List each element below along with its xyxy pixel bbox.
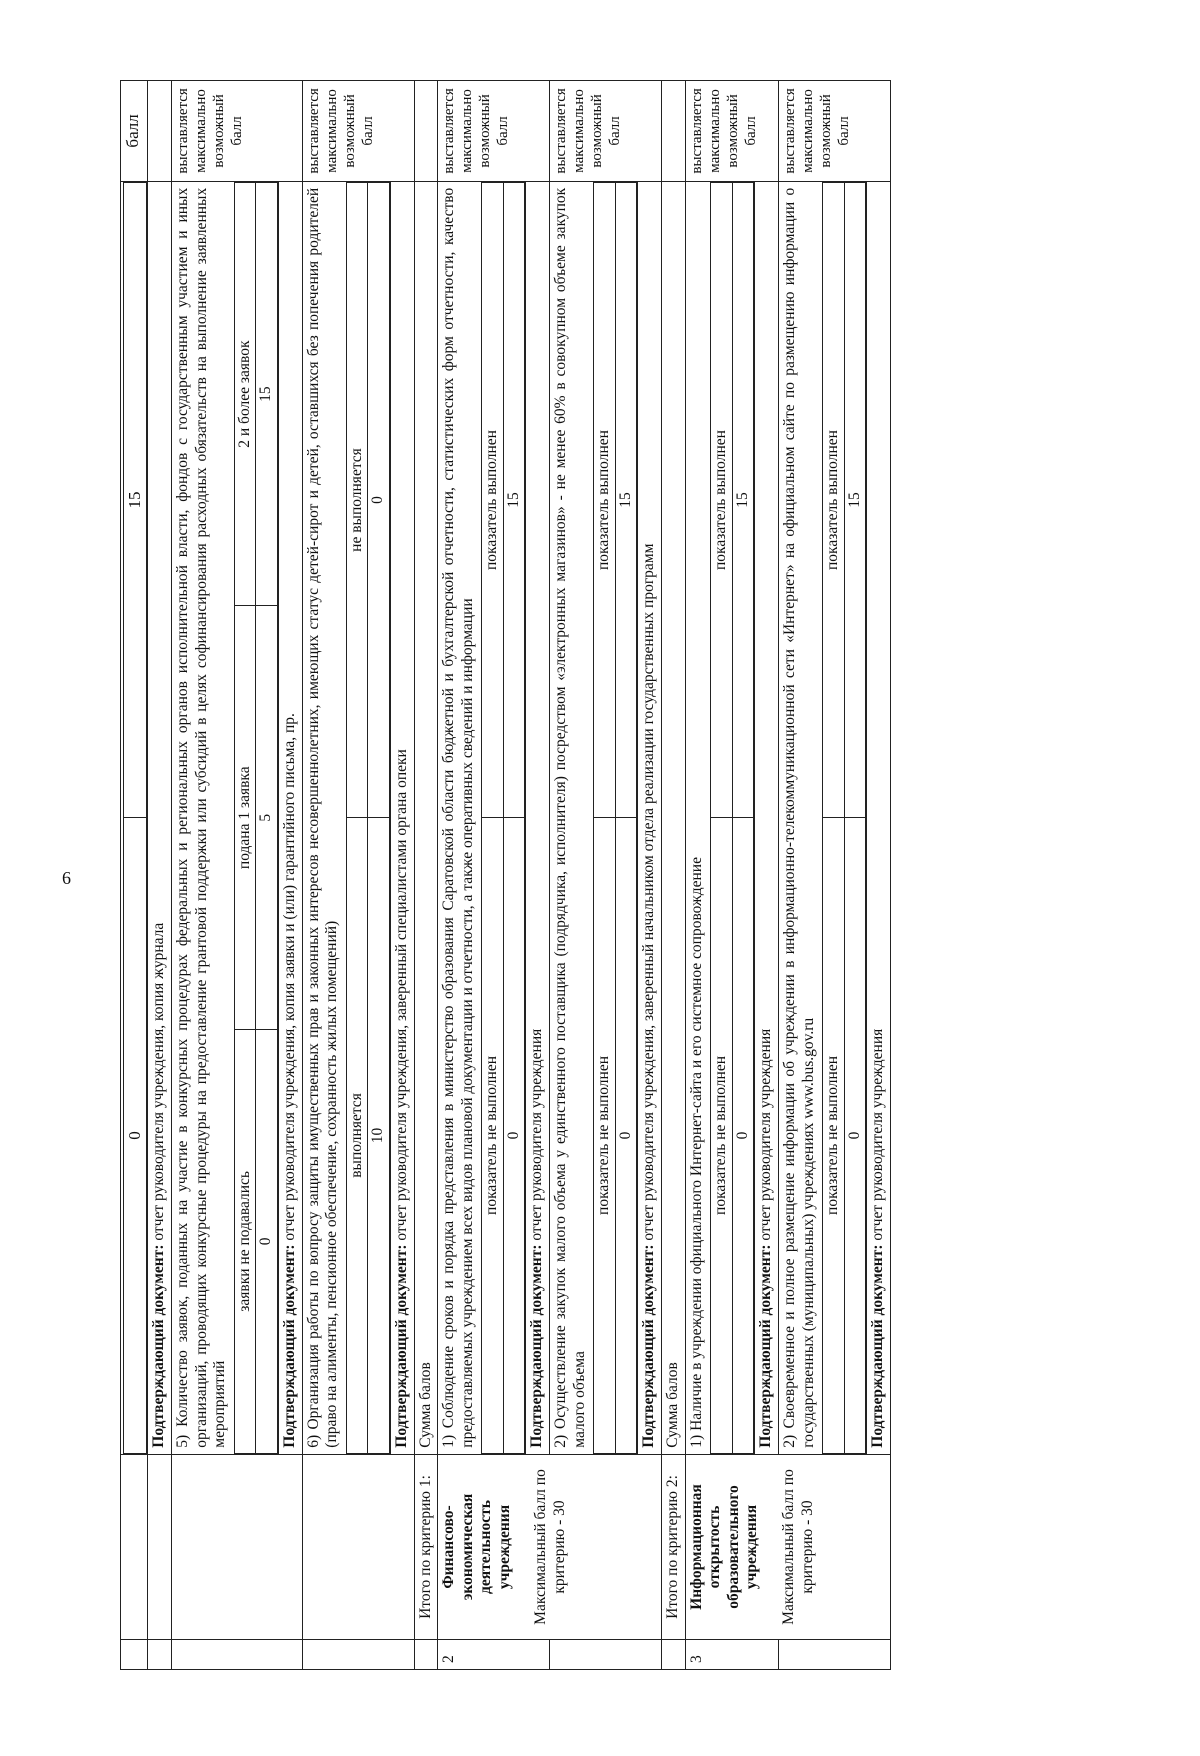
- cell: заявки не подавались: [234, 1030, 256, 1454]
- max-score-text: выставляется максимально возможный балл: [779, 81, 891, 182]
- cell: показатель не выполнен: [823, 818, 845, 1453]
- header-fifteen: 15: [124, 182, 147, 817]
- table-row: [662, 81, 686, 1670]
- total-criterion-1: Итого по критерию 1:: [414, 1454, 438, 1640]
- doc-text: отчет руководителя учреждения: [869, 1028, 887, 1241]
- table-row: [414, 81, 438, 1670]
- confirm-label: Подтверждающий документ:: [869, 1244, 887, 1448]
- table-row: [121, 81, 148, 1670]
- cell: 0: [256, 1030, 278, 1454]
- criterion-number: 3: [685, 1640, 778, 1670]
- cell: показатель выполнен: [823, 182, 845, 817]
- indicator-5-text: 5) Количество заявок, поданных на участие в конкурсных процедурах федеральных и региональных органов исполнительной власти, фондов с государственным участием и иных организаций, проводящих конкурсные процедуры на предоставление грантовой поддержки или субсидий в целях софинансирования расходных обязательств на выполнение заявленных мероприятий: [173, 187, 229, 1448]
- header-zero: 0: [124, 818, 147, 1453]
- table-row: [550, 81, 662, 1670]
- table-row: [171, 81, 302, 1670]
- max-score-text: выставляется максимально возможный балл: [171, 81, 302, 182]
- criteria-table: [120, 80, 891, 1670]
- max-score-text: выставляется максимально возможный балл: [302, 81, 414, 182]
- cell: 2 и более заявок: [234, 182, 256, 606]
- total-criterion-2: Итого по критерию 2:: [662, 1454, 686, 1640]
- cell: 15: [256, 182, 278, 606]
- cell: показатель выполнен: [711, 182, 733, 817]
- indicator-text: 1) Наличие в учреждении официального Интернет-сайта и его системное сопровождение: [687, 857, 705, 1448]
- sum-label: Сумма балов: [662, 181, 686, 1454]
- max-score-text: выставляется максимально возможный балл: [438, 81, 550, 182]
- table-row: [302, 81, 414, 1670]
- cell: 0: [368, 182, 390, 817]
- criterion-name: Финансово-экономическая деятельность учреждения: [440, 1493, 513, 1601]
- cell: 0: [732, 818, 754, 1453]
- table-row: [779, 81, 891, 1670]
- indicator-text: 2) Осуществление закупок малого объема у единственного поставщика (подрядчика, исполнителя) посредством «электронных магазинов» - не менее 60% в совокупном объеме закупок малого объема: [552, 187, 588, 1448]
- cell: не выполняется: [346, 182, 368, 817]
- criterion-max: Максимальный балл по критерию - 30: [532, 1469, 569, 1625]
- indicator-text: 2) Своевременное и полное размещение информации об учреждении в информационно-телекоммуникационной сети «Интернет» на официальном сайте по размещению информации о государственных (муниципальных) учреждениях www.bus.gov.ru: [781, 187, 817, 1448]
- table-row: [438, 81, 550, 1670]
- criterion-name: Информационная открытость образовательного учреждения: [687, 1484, 761, 1610]
- cell: показатель не выполнен: [594, 818, 616, 1453]
- confirm-label: Подтверждающий документ:: [757, 1244, 775, 1448]
- table-row: [685, 81, 778, 1670]
- table-row: [148, 81, 172, 1670]
- score-label: балл: [121, 81, 148, 182]
- confirm-label: Подтверждающий документ:: [392, 1244, 410, 1448]
- doc-text: отчет руководителя учреждения, заверенный специалистами органа опеки: [392, 749, 410, 1241]
- cell: 15: [844, 182, 866, 817]
- cell: показатель не выполнен: [711, 818, 733, 1453]
- cell: показатель не выполнен: [482, 818, 504, 1453]
- max-score-text: выставляется максимально возможный балл: [550, 81, 662, 182]
- doc-text: отчет руководителя учреждения: [757, 1028, 775, 1241]
- doc-text: отчет руководителя учреждения, копия журнала: [150, 922, 168, 1241]
- cell: 15: [615, 182, 637, 817]
- cell: 5: [256, 606, 278, 1030]
- confirm-label: Подтверждающий документ:: [528, 1244, 546, 1448]
- cell: 15: [732, 182, 754, 817]
- sum-label: Сумма балов: [414, 181, 438, 1454]
- cell: 15: [503, 182, 525, 817]
- criterion-number: 2: [438, 1640, 550, 1670]
- cell: 0: [503, 818, 525, 1453]
- cell: показатель выполнен: [482, 182, 504, 817]
- cell: выполняется: [346, 818, 368, 1453]
- cell: 10: [368, 818, 390, 1453]
- indicator-6-text: 6) Организация работы по вопросу защиты имущественных прав и законных интересов несовершеннолетних, имеющих статус детей-сирот и детей, оставшихся без попечения родителей (право на алименты, пенсионное обеспечение, сохранность жилых помещений): [304, 187, 341, 1448]
- cell: 0: [615, 818, 637, 1453]
- cell: показатель выполнен: [594, 182, 616, 817]
- confirm-label: Подтверждающий документ:: [280, 1244, 298, 1448]
- doc-text: отчет руководителя учреждения, копия заявки и (или) гарантийного письма, пр.: [280, 713, 298, 1241]
- doc-text: отчет руководителя учреждения, заверенный начальником отдела реализации государственных программ: [640, 543, 658, 1241]
- max-score-text: выставляется максимально возможный балл: [685, 81, 778, 182]
- rotated-table-wrapper: [120, 80, 1200, 1670]
- cell: подана 1 заявка: [234, 606, 256, 1030]
- confirm-label: Подтверждающий документ:: [150, 1244, 168, 1448]
- indicator-text: 1) Соблюдение сроков и порядка представления в министерство образования Саратовской области бюджетной и бухгалтерской отчетности, статистических форм отчетности, качество предоставляемых учреждением всех видов плановой документации и отчетности, а также оперативных сведений и информации: [440, 187, 476, 1448]
- page-number: 6: [62, 868, 71, 888]
- criterion-max: Максимальный балл по критерию - 30: [780, 1469, 816, 1625]
- cell: 0: [844, 818, 866, 1453]
- doc-text: отчет руководителя учреждения: [528, 1028, 546, 1241]
- confirm-label: Подтверждающий документ:: [640, 1244, 658, 1448]
